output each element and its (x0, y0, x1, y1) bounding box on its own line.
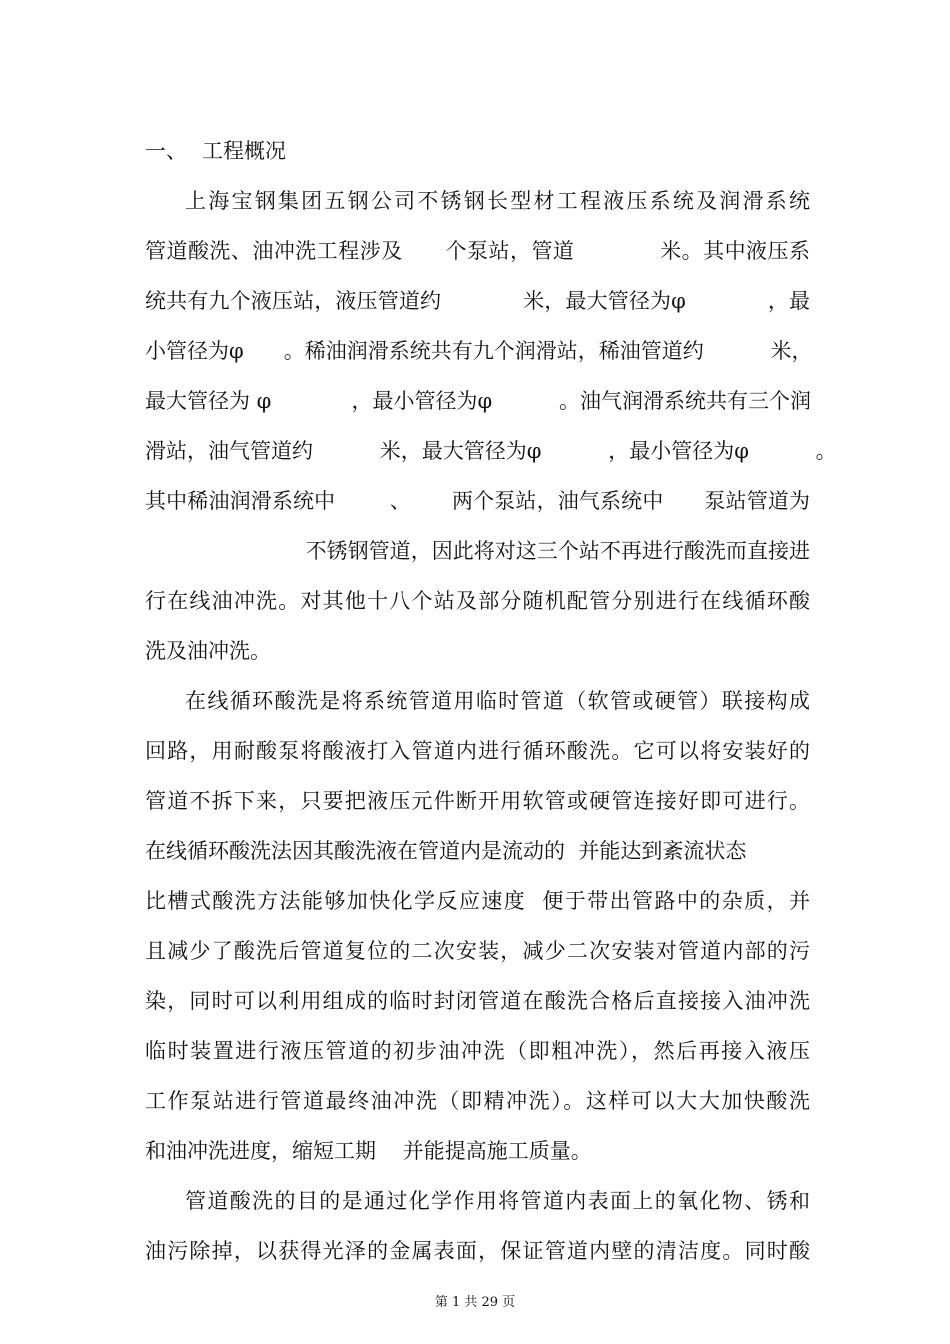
paragraph-line: 回路，用耐酸泵将酸液打入管道内进行循环酸洗。它可以将安装好的 (145, 739, 810, 763)
paragraph-line: 且减少了酸洗后管道复位的二次安装，减少二次安装对管道内部的污 (145, 939, 810, 963)
paragraph-line: 在线循环酸洗是将系统管道用临时管道（软管或硬管）联接构成 (185, 689, 810, 713)
paragraph-line: 不锈钢管道，因此将对这三个站不再进行酸洗而直接进 (145, 539, 810, 563)
paragraph-line: 油污除掉，以获得光泽的金属表面，保证管道内壁的清洁度。同时酸 (145, 1239, 810, 1263)
paragraph-line: 工作泵站进行管道最终油冲洗（即精冲洗）。这样可以大大加快酸洗 (145, 1089, 810, 1113)
paragraph-line: 染，同时可以利用组成的临时封闭管道在酸洗合格后直接接入油冲洗 (145, 989, 810, 1013)
paragraph-line: 洗及油冲洗。 (145, 639, 271, 663)
page-footer: 第 1 共 29 页 (434, 1295, 516, 1310)
paragraph-line: 和油冲洗进度，缩短工期 并能提高施工质量。 (145, 1139, 592, 1163)
paragraph-line: 管道酸洗的目的是通过化学作用将管道内表面上的氧化物、锈和 (185, 1189, 810, 1213)
paragraph-line: 小管径为φ 。稀油润滑系统共有九个润滑站，稀油管道约 米， (145, 339, 813, 363)
section-title: 工程概况 (202, 139, 286, 163)
paragraph-line: 滑站，油气管道约 米，最大管径为φ ，最小管径为φ 。 (145, 439, 837, 463)
paragraph-line: 统共有九个液压站，液压管道约 米，最大管径为φ ，最 (145, 289, 810, 313)
paragraph-line: 临时装置进行液压管道的初步油冲洗（即粗冲洗），然后再接入液压 (145, 1039, 810, 1063)
paragraph-line: 管道酸洗、油冲洗工程涉及 个泵站，管道 米。其中液压系 (145, 239, 810, 263)
paragraph-line: 比槽式酸洗方法能够加快化学反应速度 便于带出管路中的杂质，并 (145, 889, 810, 913)
paragraph-line: 管道不拆下来，只要把液压元件断开用软管或硬管连接好即可进行。 (145, 789, 810, 813)
paragraph-line: 上海宝钢集团五钢公司不锈钢长型材工程液压系统及润滑系统 (185, 189, 810, 213)
section-heading (145, 136, 286, 166)
paragraph-line: 最大管径为 φ ，最小管径为φ 。油气润滑系统共有三个润 (145, 389, 811, 413)
section-number: 一、 (145, 139, 187, 163)
paragraph-line: 其中稀油润滑系统中 、 两个泵站，油气系统中 泵站管道为 (145, 489, 810, 513)
paragraph-line: 在线循环酸洗法因其酸洗液在管道内是流动的 并能达到紊流状态 (145, 839, 747, 863)
paragraph-line: 行在线油冲洗。对其他十八个站及部分随机配管分别进行在线循环酸 (145, 589, 810, 613)
